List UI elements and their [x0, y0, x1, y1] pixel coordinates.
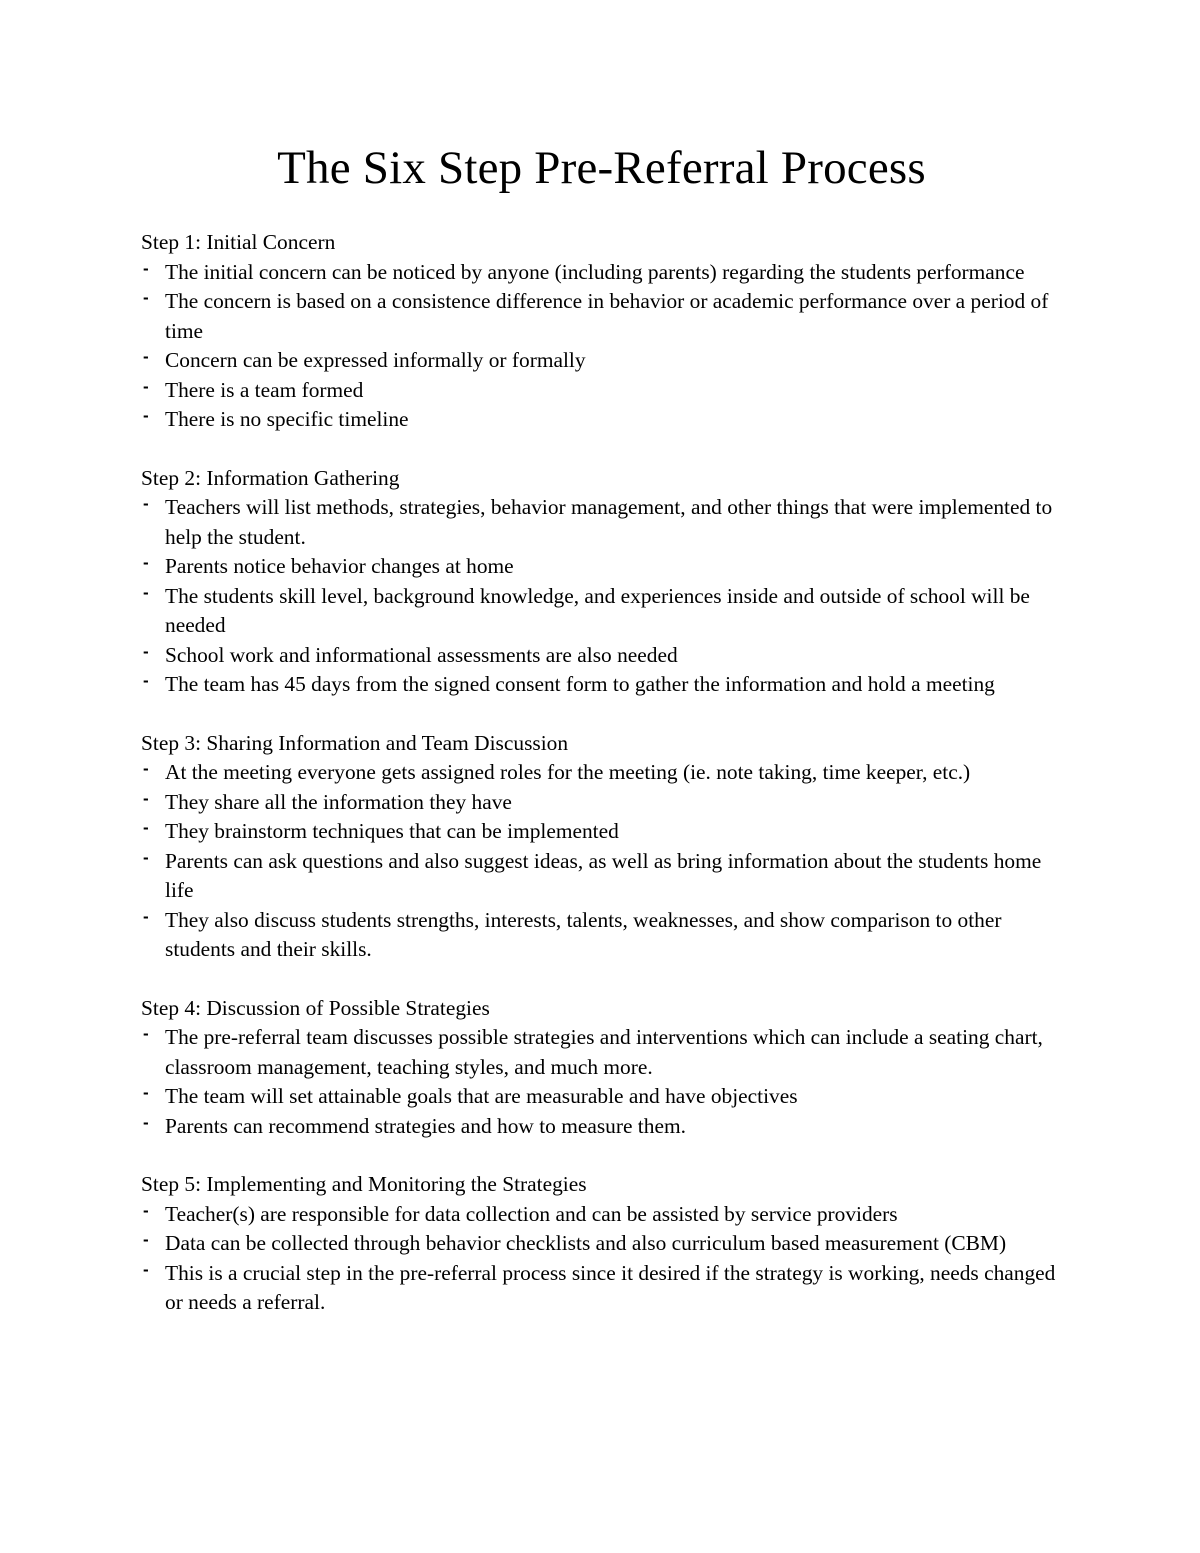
- dash-bullet-icon: -: [143, 347, 149, 366]
- list-item: [141, 906, 1060, 965]
- list-item-text: Teachers will list methods, strategies, behavior management, and other things that were implemented to help the student.: [165, 495, 1053, 549]
- list-item-text: They also discuss students strengths, interests, talents, weaknesses, and show comparison to other students and their skills.: [165, 907, 1002, 961]
- bullet-list: [141, 1023, 1060, 1141]
- dash-bullet-icon: -: [143, 288, 149, 307]
- document-body: [141, 228, 1060, 1318]
- dash-bullet-icon: -: [143, 376, 149, 396]
- list-item: [141, 1200, 1060, 1230]
- dash-bullet-icon: -: [143, 582, 149, 602]
- list-item-text: There is no specific timeline: [165, 407, 409, 431]
- list-item-text: Teacher(s) are responsible for data collection and can be assisted by service providers: [165, 1201, 898, 1226]
- list-item-text: There is a team formed: [165, 377, 364, 402]
- dash-bullet-icon: -: [143, 258, 149, 278]
- list-item: [141, 817, 1060, 847]
- list-item: [141, 287, 1060, 346]
- list-item: [141, 493, 1060, 552]
- dash-bullet-icon: -: [143, 641, 149, 661]
- list-item-text: They brainstorm techniques that can be implemented: [165, 819, 619, 843]
- list-item-text: The team has 45 days from the signed consent form to gather the information and hold a meeting: [165, 672, 995, 696]
- step-3: [141, 729, 1060, 965]
- bullet-list: [141, 493, 1060, 700]
- list-item-text: Parents can ask questions and also suggest ideas, as well as bring information about the students home life: [165, 848, 1042, 902]
- step-heading: Step 2: Information Gathering: [141, 465, 400, 490]
- list-item: [141, 582, 1060, 641]
- step-heading: Step 1: Initial Concern: [141, 230, 336, 254]
- dash-bullet-icon: -: [143, 847, 149, 867]
- dash-bullet-icon: -: [143, 671, 149, 690]
- document-title: The Six Step Pre-Referral Process: [277, 142, 926, 194]
- dash-bullet-icon: -: [143, 759, 149, 778]
- step-heading: Step 3: Sharing Information and Team Discussion: [141, 730, 569, 755]
- list-item-text: The students skill level, background knowledge, and experiences inside and outside of school will be needed: [165, 583, 1030, 637]
- bullet-list: [141, 758, 1060, 965]
- list-item: [141, 1259, 1060, 1318]
- dash-bullet-icon: -: [143, 553, 149, 572]
- list-item: [141, 1082, 1060, 1112]
- list-item-text: At the meeting everyone gets assigned roles for the meeting (ie. note taking, time keeper, etc.): [165, 760, 971, 784]
- dash-bullet-icon: -: [143, 494, 149, 513]
- list-item-text: Parents can recommend strategies and how to measure them.: [165, 1113, 686, 1138]
- step-heading: Step 5: Implementing and Monitoring the Strategies: [141, 1172, 587, 1196]
- list-item: [141, 670, 1060, 700]
- dash-bullet-icon: -: [143, 1083, 149, 1102]
- list-item: [141, 758, 1060, 788]
- dash-bullet-icon: -: [143, 1112, 149, 1132]
- list-item-text: Concern can be expressed informally or formally: [165, 348, 586, 372]
- dash-bullet-icon: -: [143, 1024, 149, 1043]
- dash-bullet-icon: -: [143, 1259, 149, 1279]
- list-item: [141, 346, 1060, 376]
- bullet-list: [141, 1200, 1060, 1318]
- list-item-text: The pre-referral team discusses possible strategies and interventions which can include a seating chart, classroom management, teaching styles, and much more.: [165, 1025, 1043, 1079]
- list-item: [141, 376, 1060, 406]
- list-item: [141, 405, 1060, 435]
- dash-bullet-icon: -: [143, 788, 149, 808]
- list-item-text: Parents notice behavior changes at home: [165, 554, 514, 578]
- step-4: [141, 994, 1060, 1142]
- bullet-list: [141, 258, 1060, 435]
- step-5: [141, 1170, 1060, 1318]
- list-item: [141, 552, 1060, 582]
- dash-bullet-icon: -: [143, 818, 149, 837]
- list-item: [141, 847, 1060, 906]
- dash-bullet-icon: -: [143, 406, 149, 425]
- dash-bullet-icon: -: [143, 906, 149, 926]
- list-item: [141, 1112, 1060, 1142]
- list-item-text: They share all the information they have: [165, 789, 512, 814]
- list-item-text: Data can be collected through behavior checklists and also curriculum based measurement (CBM): [165, 1231, 1007, 1255]
- step-1: [141, 228, 1060, 435]
- list-item: [141, 788, 1060, 818]
- list-item-text: School work and informational assessments are also needed: [165, 642, 678, 667]
- list-item: [141, 641, 1060, 671]
- list-item: [141, 258, 1060, 288]
- list-item-text: This is a crucial step in the pre-referral process since it desired if the strategy is working, needs changed or needs a referral.: [165, 1260, 1056, 1314]
- list-item-text: The initial concern can be noticed by anyone (including parents) regarding the students performance: [165, 259, 1025, 284]
- list-item: [141, 1023, 1060, 1082]
- list-item: [141, 1229, 1060, 1259]
- list-item-text: The concern is based on a consistence difference in behavior or academic performance over a period of time: [165, 289, 1049, 343]
- step-2: [141, 464, 1060, 700]
- dash-bullet-icon: -: [143, 1230, 149, 1249]
- step-heading: Step 4: Discussion of Possible Strategies: [141, 995, 490, 1020]
- dash-bullet-icon: -: [143, 1200, 149, 1220]
- list-item-text: The team will set attainable goals that are measurable and have objectives: [165, 1084, 798, 1108]
